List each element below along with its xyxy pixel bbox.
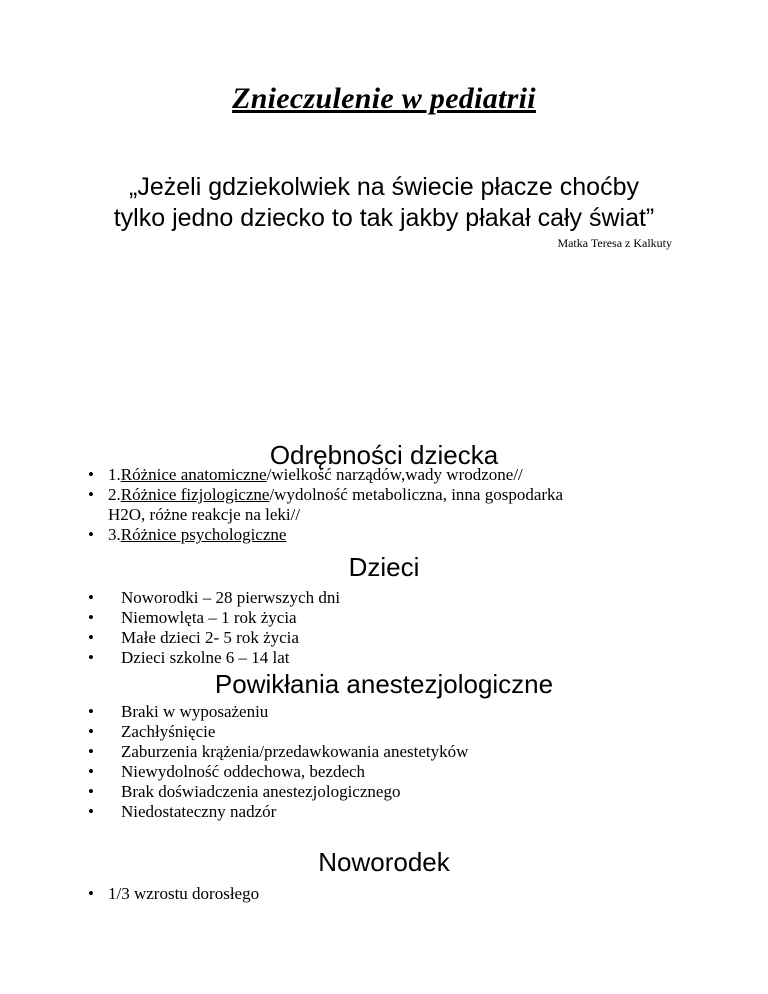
quote-line-1: „Jeżeli gdziekolwiek na świecie płacze choćby [129, 173, 639, 201]
bullet-icon: • [88, 702, 94, 721]
section-heading-powiklania: Powikłania anestezjologiczne [214, 669, 554, 699]
underlined-term: Różnice fizjologiczne [120, 485, 270, 504]
bullet-icon: • [88, 465, 94, 484]
quote-author: Matka Teresa z Kalkuty [557, 236, 672, 250]
list-item: • 1/3 wzrostu dorosłego [88, 884, 260, 903]
newborn-list [88, 884, 688, 904]
list-item: • 1.Różnice anatomiczne/wielkość narządów,wady wrodzone// [88, 465, 523, 484]
children-list [88, 588, 688, 668]
bullet-icon: • [88, 802, 94, 821]
quote [60, 172, 708, 234]
bullet-icon: • [88, 588, 94, 607]
list-item: • Zachłyśnięcie [88, 722, 216, 741]
bullet-icon: • [88, 485, 94, 504]
list-item: • Brak doświadczenia anestezjologicznego [88, 782, 401, 801]
bullet-icon: • [88, 742, 94, 761]
section-heading-odrebnosci: Odrębności dziecka [269, 440, 499, 470]
bullet-icon: • [88, 608, 94, 627]
bullet-icon: • [88, 648, 94, 667]
underlined-term: Różnice anatomiczne [120, 465, 267, 484]
bullet-icon: • [88, 762, 94, 781]
bullet-icon: • [88, 722, 94, 741]
bullet-icon: • [88, 525, 94, 544]
list-item: • Niewydolność oddechowa, bezdech [88, 762, 366, 781]
section-heading-noworodek: Noworodek [318, 847, 450, 877]
section-heading-dzieci: Dzieci [348, 552, 420, 582]
list-item: • 3.Różnice psychologiczne [88, 525, 287, 544]
bullet-icon: • [88, 628, 94, 647]
list-item: • Małe dzieci 2- 5 rok życia [88, 628, 299, 647]
quote-line-2: tylko jedno dziecko to tak jakby płakał cały świat” [113, 204, 655, 232]
page-title: Znieczulenie w pediatrii [232, 82, 536, 115]
bullet-icon: • [88, 782, 94, 801]
list-item: • Zaburzenia krążenia/przedawkowania anestetyków [88, 742, 469, 761]
list-item: • Noworodki – 28 pierwszych dni [88, 588, 341, 607]
list-item: • Niedostateczny nadzór [88, 802, 277, 821]
underlined-term: Różnice psychologiczne [120, 525, 287, 544]
list-item: • Niemowlęta – 1 rok życia [88, 608, 297, 627]
list-item: • 2.Różnice fizjologiczne/wydolność metaboliczna, inna gospodarka H2O, różne reakcje na leki// [88, 485, 564, 524]
list-item: • Dzieci szkolne 6 – 14 lat [88, 648, 290, 667]
list-item: • Braki w wyposażeniu [88, 702, 269, 721]
bullet-icon: • [88, 884, 94, 903]
complications-list [88, 702, 688, 822]
differences-list [88, 465, 708, 545]
